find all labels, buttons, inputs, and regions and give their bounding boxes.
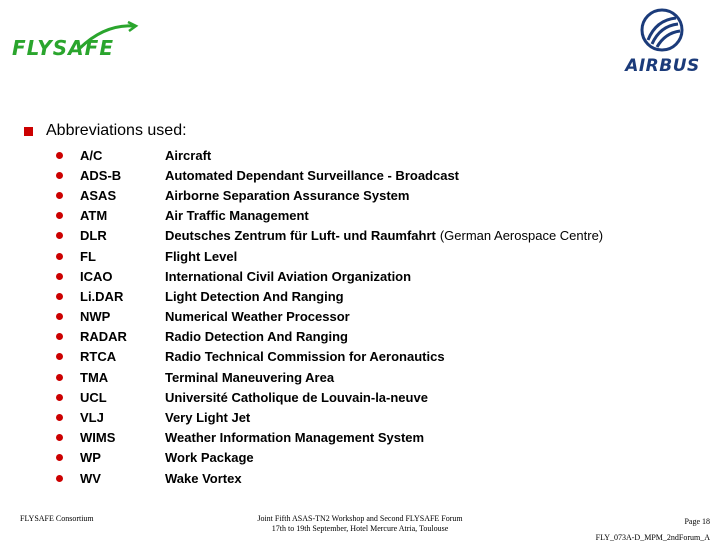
- abbreviation-definition: Terminal Maneuvering Area: [165, 369, 335, 385]
- abbreviation-definition: Weather Information Management System: [165, 430, 425, 446]
- abbreviation-term: ADS-B: [80, 167, 122, 183]
- list-item: [56, 145, 696, 165]
- flysafe-logo: [10, 20, 140, 78]
- abbreviation-definition: Deutsches Zentrum für Luft- und Raumfahrt: [165, 228, 436, 244]
- round-bullet-icon: [56, 475, 63, 482]
- footer-event: [200, 514, 520, 534]
- abbreviation-term: VLJ: [80, 410, 104, 426]
- list-item: [56, 448, 696, 468]
- round-bullet-icon: [56, 333, 63, 340]
- airbus-logo-text: AIRBUS: [625, 56, 700, 76]
- abbreviation-term: NWP: [80, 309, 111, 325]
- flysafe-logo-text: FLYSAFE: [12, 36, 114, 60]
- abbreviation-term: TMA: [80, 369, 109, 385]
- airbus-logo: [620, 6, 705, 78]
- list-item: [56, 307, 696, 327]
- round-bullet-icon: [56, 253, 63, 260]
- definition-note: (German Aerospace Centre): [439, 228, 604, 244]
- document-id: FLY_073A-D_MPM_2ndForum_A: [595, 533, 710, 542]
- list-item: [56, 407, 696, 427]
- airbus-emblem-icon: [620, 6, 705, 56]
- abbreviation-definition: Airborne Separation Assurance System: [165, 187, 410, 203]
- round-bullet-icon: [56, 232, 63, 239]
- round-bullet-icon: [56, 212, 63, 219]
- list-item: [56, 468, 696, 488]
- round-bullet-icon: [56, 374, 63, 381]
- abbreviation-definition: Université Catholique de Louvain-la-neuve: [165, 389, 428, 405]
- section-heading: [24, 122, 187, 140]
- abbreviation-definition: Light Detection And Ranging: [165, 288, 344, 304]
- abbreviation-term: WP: [80, 450, 101, 466]
- list-item: [56, 347, 696, 367]
- abbreviation-definition: Numerical Weather Processor: [165, 309, 350, 325]
- list-item: [56, 206, 696, 226]
- footer-event-line1: Joint Fifth ASAS-TN2 Workshop and Second FLYSAFE Forum: [257, 514, 463, 523]
- round-bullet-icon: [56, 434, 63, 441]
- round-bullet-icon: [56, 394, 63, 401]
- abbreviation-definition: Aircraft: [165, 147, 212, 163]
- footer-consortium: FLYSAFE Consortium: [20, 514, 94, 523]
- list-item: [56, 185, 696, 205]
- abbreviation-list: [56, 145, 696, 488]
- list-item: [56, 367, 696, 387]
- abbreviation-definition: Wake Vortex: [165, 470, 242, 486]
- list-item: [56, 266, 696, 286]
- round-bullet-icon: [56, 273, 63, 280]
- abbreviation-term: UCL: [80, 389, 107, 405]
- abbreviation-definition: Radio Technical Commission for Aeronautics: [165, 349, 445, 365]
- abbreviation-definition: Air Traffic Management: [165, 208, 309, 224]
- abbreviation-definition: Flight Level: [165, 248, 238, 264]
- round-bullet-icon: [56, 293, 63, 300]
- footer-event-line2: 17th to 19th September, Hotel Mercure Atria, Toulouse: [271, 524, 449, 533]
- page-number: Page 18: [684, 517, 710, 526]
- abbreviation-term: RADAR: [80, 329, 127, 345]
- list-item: [56, 165, 696, 185]
- list-item: [56, 286, 696, 306]
- round-bullet-icon: [56, 172, 63, 179]
- abbreviation-term: ICAO: [80, 268, 113, 284]
- abbreviation-definition: Very Light Jet: [165, 410, 251, 426]
- abbreviation-term: WV: [80, 470, 101, 486]
- list-item: [56, 226, 696, 246]
- round-bullet-icon: [56, 353, 63, 360]
- abbreviation-definition: Radio Detection And Ranging: [165, 329, 348, 345]
- heading-text: Abbreviations used:: [46, 122, 187, 139]
- abbreviation-term: FL: [80, 248, 96, 264]
- round-bullet-icon: [56, 414, 63, 421]
- round-bullet-icon: [56, 152, 63, 159]
- abbreviation-term: A/C: [80, 147, 103, 163]
- abbreviation-term: WIMS: [80, 430, 116, 446]
- list-item: [56, 387, 696, 407]
- square-bullet-icon: [24, 127, 33, 136]
- list-item: [56, 246, 696, 266]
- abbreviation-term: ATM: [80, 208, 108, 224]
- round-bullet-icon: [56, 454, 63, 461]
- footer-page-info: [596, 514, 710, 546]
- abbreviation-definition: Automated Dependant Surveillance - Broadcast: [165, 167, 460, 183]
- round-bullet-icon: [56, 192, 63, 199]
- list-item: [56, 428, 696, 448]
- round-bullet-icon: [56, 313, 63, 320]
- abbreviation-term: RTCA: [80, 349, 117, 365]
- abbreviation-term: DLR: [80, 228, 107, 244]
- abbreviation-term: ASAS: [80, 187, 117, 203]
- abbreviation-definition: Work Package: [165, 450, 254, 466]
- abbreviation-definition: International Civil Aviation Organization: [165, 268, 412, 284]
- list-item: [56, 327, 696, 347]
- abbreviation-term: Li.DAR: [80, 288, 124, 304]
